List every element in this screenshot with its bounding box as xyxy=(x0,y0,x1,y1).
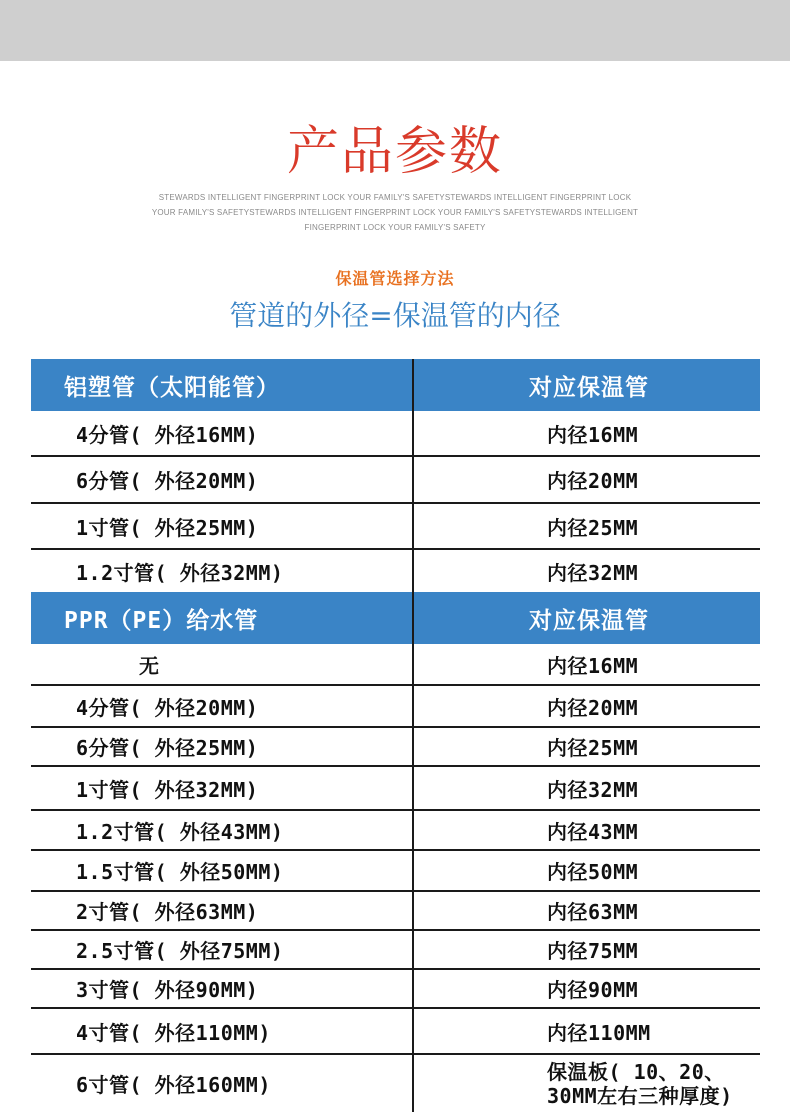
inner-diameter-cell: 内径110MM xyxy=(547,1020,651,1045)
inner-diameter-cell: 内径32MM xyxy=(547,777,639,802)
table-row xyxy=(31,504,760,550)
english-subtext: STEWARDS INTELLIGENT FINGERPRINT LOCK YOUR FAMILY'S SAFETYSTEWARDS INTELLIGENT FINGERPRINT LOCK YOUR FAMILY'S SAFETYSTEWARDS INTELLIGENT FINGERPRINT LOCK YOUR FAMILY'S SAFETYSTEWARDS INTELLIGENT FINGERPRINT LOCK YOUR FAMILY'S SAFETY xyxy=(151,193,639,232)
outer-diameter-cell: 6寸管( 外径160MM) xyxy=(76,1073,271,1097)
inner-diameter-cell: 内径20MM xyxy=(547,695,639,720)
table-row xyxy=(31,411,760,457)
outer-diameter-cell: 6分管( 外径20MM) xyxy=(76,469,259,493)
table-row xyxy=(31,1055,760,1112)
outer-diameter-cell: 4寸管( 外径110MM) xyxy=(76,1020,271,1045)
outer-diameter-cell: 4分管( 外径20MM) xyxy=(76,695,259,720)
inner-diameter-cell: 内径75MM xyxy=(547,939,639,963)
section1-header-left: 铝塑管（太阳能管） xyxy=(64,374,280,401)
outer-diameter-cell: 6分管( 外径25MM) xyxy=(76,736,259,760)
outer-diameter-cell: 1.5寸管( 外径50MM) xyxy=(76,860,284,884)
section2-header xyxy=(31,592,760,644)
inner-diameter-cell: 内径63MM xyxy=(547,900,639,924)
table-row xyxy=(31,1009,760,1055)
formula-text: 管道的外径=保温管的内径 xyxy=(229,299,561,332)
section2-header-right: 对应保温管 xyxy=(529,607,649,634)
table-row xyxy=(31,931,760,970)
inner-diameter-cell: 内径25MM xyxy=(547,736,639,760)
table-row xyxy=(31,892,760,931)
inner-diameter-cell: 内径20MM xyxy=(547,469,639,493)
table-row xyxy=(31,728,760,767)
outer-diameter-cell: 1寸管( 外径25MM) xyxy=(76,515,259,540)
outer-diameter-cell: 1寸管( 外径32MM) xyxy=(76,777,259,802)
table-row xyxy=(31,811,760,851)
table-row xyxy=(31,644,760,686)
inner-diameter-cell: 内径16MM xyxy=(547,422,639,447)
outer-diameter-cell: 2.5寸管( 外径75MM) xyxy=(76,939,284,963)
table-row xyxy=(31,970,760,1009)
insulation-board-cell: 保温板( 10、20、30MM左右三种厚度) xyxy=(547,1059,733,1108)
section2-header-left: PPR（PE）给水管 xyxy=(64,607,259,634)
table-row xyxy=(31,851,760,892)
outer-diameter-cell: 无 xyxy=(139,653,160,678)
table-row xyxy=(31,686,760,728)
outer-diameter-cell: 1.2寸管( 外径43MM) xyxy=(76,819,284,844)
outer-diameter-cell: 3寸管( 外径90MM) xyxy=(76,978,259,1002)
inner-diameter-cell: 内径50MM xyxy=(547,860,639,884)
inner-diameter-cell: 内径25MM xyxy=(547,515,639,540)
inner-diameter-cell: 内径90MM xyxy=(547,978,639,1002)
top-banner-bar xyxy=(0,0,790,61)
section1-header-right: 对应保温管 xyxy=(529,374,649,401)
table-row xyxy=(31,767,760,811)
column-divider xyxy=(412,359,414,1112)
outer-diameter-cell: 1.2寸管( 外径32MM) xyxy=(76,560,284,585)
inner-diameter-cell: 内径43MM xyxy=(547,819,639,844)
outer-diameter-cell: 2寸管( 外径63MM) xyxy=(76,900,259,924)
inner-diameter-cell: 内径16MM xyxy=(547,653,639,678)
inner-diameter-cell: 内径32MM xyxy=(547,560,639,585)
outer-diameter-cell: 4分管( 外径16MM) xyxy=(76,422,259,447)
table-row xyxy=(31,457,760,504)
table-row xyxy=(31,550,760,592)
page-title: 产品参数 xyxy=(286,122,503,182)
method-title: 保温管选择方法 xyxy=(335,269,455,288)
section1-header xyxy=(31,359,760,411)
